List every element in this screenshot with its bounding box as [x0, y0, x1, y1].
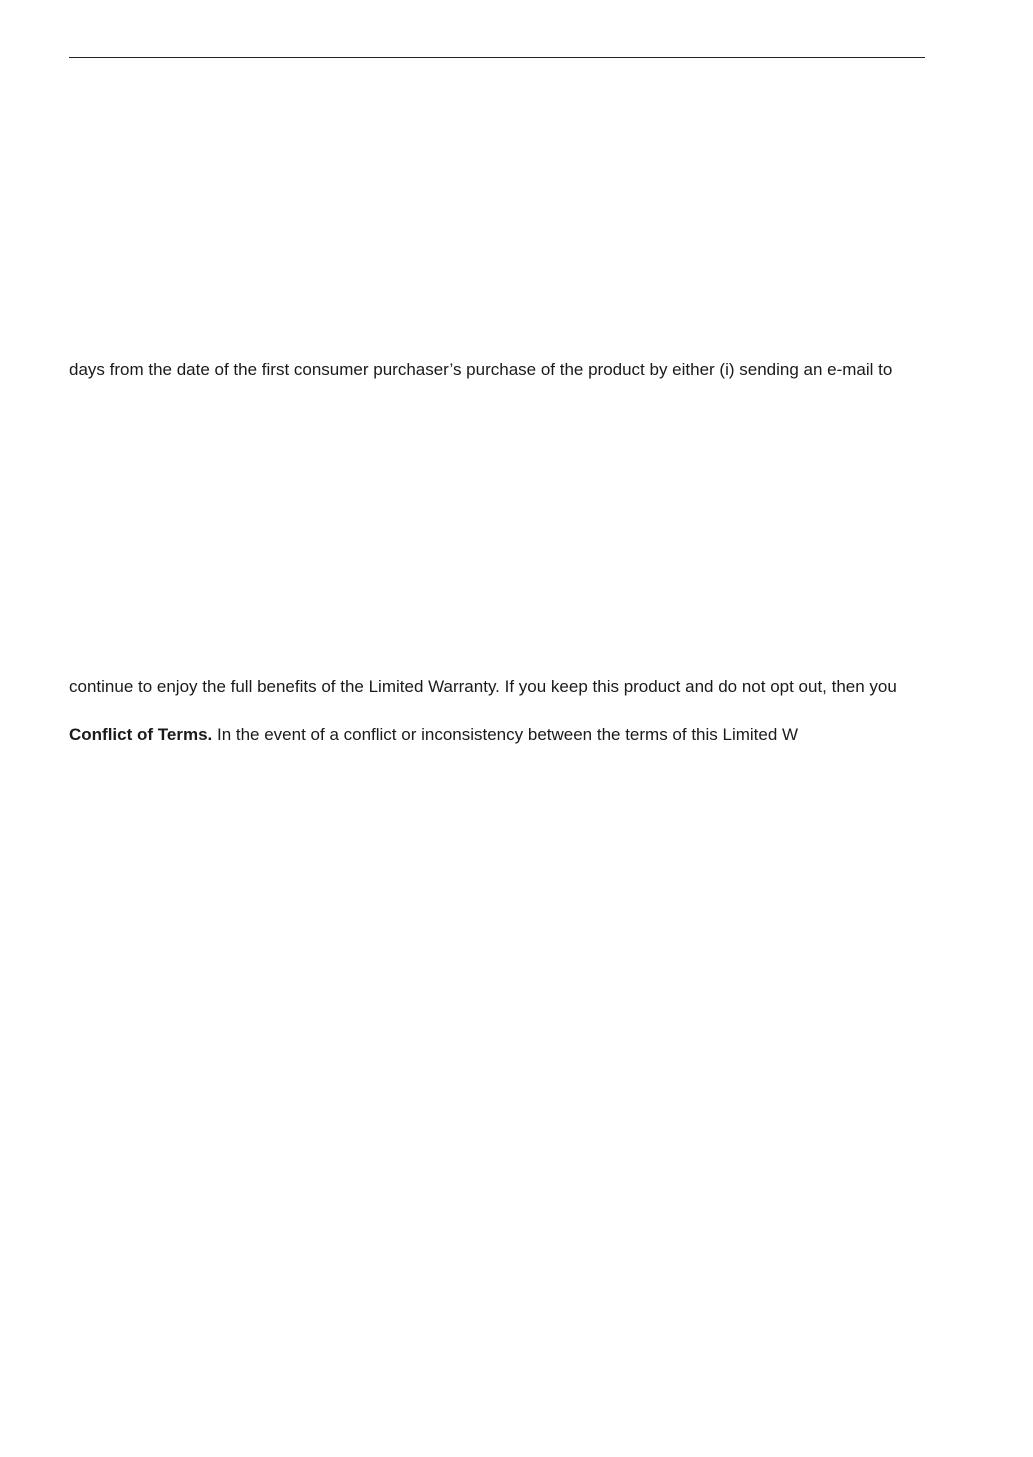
header-rule [69, 57, 925, 58]
body-text-line: continue to enjoy the full benefits of the Limited Warranty. If you keep this product and do not opt out, then you [69, 677, 897, 696]
conflict-of-terms-paragraph [69, 724, 798, 746]
conflict-of-terms-text: In the event of a conflict or inconsistency between the terms of this Limited W [212, 725, 799, 744]
body-text-line: days from the date of the first consumer purchaser’s purchase of the product by either (i) sending an e-mail to [69, 360, 893, 379]
conflict-of-terms-heading: Conflict of Terms. [69, 725, 213, 744]
